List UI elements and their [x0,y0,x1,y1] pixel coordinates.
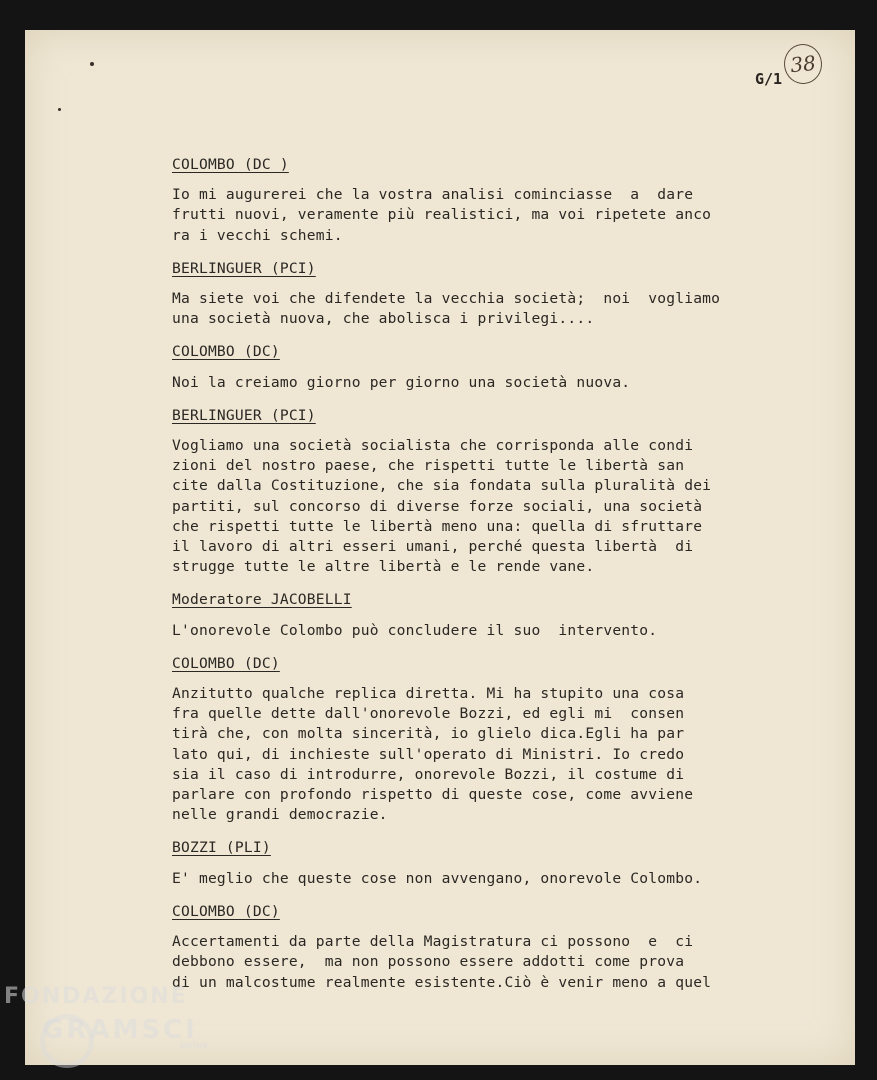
speech-paragraph [172,185,792,246]
speech-line: nelle grandi democrazie. [172,806,388,824]
watermark-line1: FONDAZIONE [4,984,188,1009]
watermark-line2: GRAMSCI [42,1015,198,1045]
speech-line: Ma siete voi che difendete la vecchia società; noi vogliamo [172,290,721,308]
speech-line: partiti, sul concorso di diverse forze sociali, una società [172,497,703,515]
speech-line: debbono essere, ma non possono essere addotti come prova [172,953,685,971]
speaker-heading: BOZZI (PLI) [172,839,271,857]
page-label: G/1 [755,70,783,88]
speech-paragraph [172,869,792,889]
speech-line: Anzitutto qualche replica diretta. Mi ha stupito una cosa [172,685,685,703]
speech-paragraph [172,373,792,393]
speech-line: ra i vecchi schemi. [172,226,343,244]
speech-paragraph [172,932,792,993]
handwritten-page-number: 38 [782,42,824,86]
speech-line: Vogliamo una società socialista che corrisponda alle condi [172,437,694,455]
speech-line: frutti nuovi, veramente più realistici, ma voi ripetete anco [172,206,712,224]
speech-line: zioni del nostro paese, che rispetti tutte le libertà san [172,457,685,475]
speech-paragraph [172,289,792,329]
speaker-heading: Moderatore JACOBELLI [172,591,352,609]
speech-line: L'onorevole Colombo può concludere il suo intervento. [172,621,658,639]
speaker-heading: COLOMBO (DC) [172,902,280,920]
speaker-heading: COLOMBO (DC ) [172,156,289,173]
speaker-heading: BERLINGUER (PCI) [172,406,316,424]
speech-paragraph [172,684,792,825]
speech-line: lato qui, di inchieste sull'operato di Ministri. Io credo [172,745,685,763]
transcript-body [172,155,792,1006]
speech-line: cite dalla Costituzione, che sia fondata sulla pluralità dei [172,477,712,495]
watermark-line3: onlus [180,1041,208,1051]
speech-line: fra quelle dette dall'onorevole Bozzi, ed egli mi consen [172,705,685,723]
speech-paragraph [172,436,792,577]
speech-line: sia il caso di introdurre, onorevole Bozzi, il costume di [172,765,685,783]
speech-line: Io mi augurerei che la vostra analisi cominciasse a dare [172,186,694,204]
speech-line: tirà che, con molta sincerità, io glielo dica.Egli ha par [172,725,685,743]
speech-line: una società nuova, che abolisca i privilegi.... [172,310,595,328]
speech-line: E' meglio che queste cose non avvengano, onorevole Colombo. [172,869,703,887]
speech-line: il lavoro di altri esseri umani, perché questa libertà di [172,538,694,556]
ink-speck [90,62,94,66]
ink-speck [58,108,61,111]
speech-line: strugge tutte le altre libertà e le rende vane. [172,558,595,576]
speaker-heading: COLOMBO (DC) [172,343,280,361]
speech-line: Accertamenti da parte della Magistratura ci possono e ci [172,933,694,951]
speech-paragraph [172,621,792,641]
speaker-heading: BERLINGUER (PCI) [172,259,316,277]
speech-line: parlare con profondo rispetto di queste cose, come avviene [172,786,694,804]
speech-line: Noi la creiamo giorno per giorno una società nuova. [172,373,631,391]
speaker-heading: COLOMBO (DC) [172,654,280,672]
speech-line: di un malcostume realmente esistente.Ciò è venir meno a quel [172,973,712,991]
speech-line: che rispetti tutte le libertà meno una: quella di sfruttare [172,517,703,535]
